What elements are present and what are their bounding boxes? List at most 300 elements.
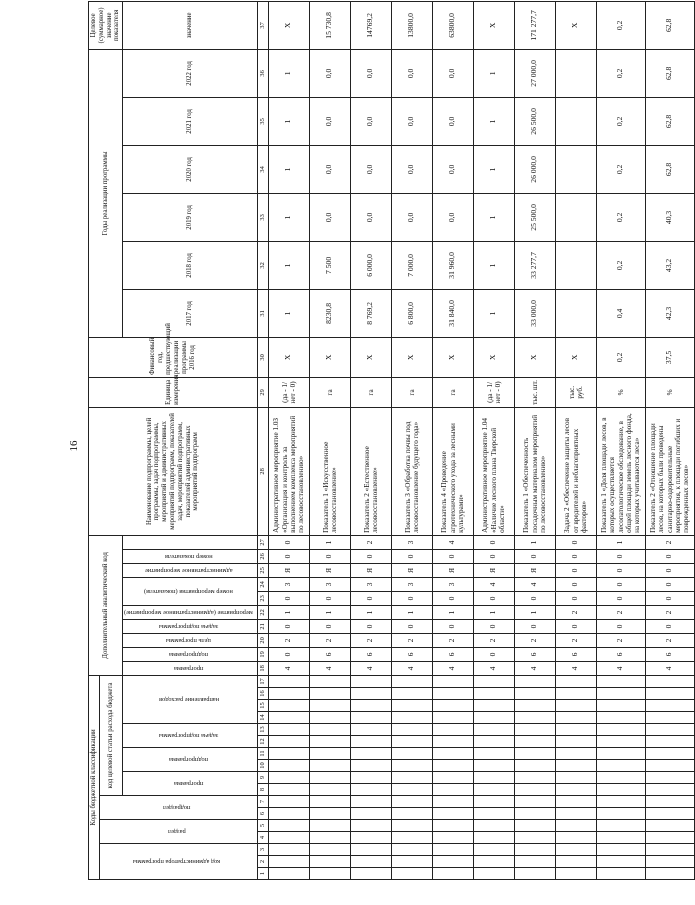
extra-code-header-blank xyxy=(123,535,258,549)
year-header: 2019 год xyxy=(123,193,258,241)
row-name-cell: Показатель 2 «Естественное лесовосстановление» xyxy=(350,407,391,535)
row-name-cell: Показатель 4 «Проведение агротехнического ухода за лесными культурами» xyxy=(432,407,473,535)
years-group-header: Годы реализации программы xyxy=(89,49,123,337)
year-value-cell: 0,0 xyxy=(309,145,350,193)
year-value-cell: 42,3 xyxy=(645,289,694,337)
extra-code-cell: 2 xyxy=(268,633,309,647)
extra-code-cell: 0 xyxy=(473,619,514,633)
column-index: 12 xyxy=(257,736,268,748)
budget-code-cell xyxy=(432,844,473,856)
year-value-cell: 0,0 xyxy=(309,49,350,97)
row-name-cell: Показатель 2 «Отношение площади лесов, на которых были проведены санитарно-оздоровительные мероприятия, к площади погибших и поврежденных лесов» xyxy=(645,407,694,535)
budget-code-cell xyxy=(432,700,473,712)
year-value-cell: 31 840,0 xyxy=(432,289,473,337)
year-value-cell: 27 000,0 xyxy=(514,49,555,97)
year-value-cell xyxy=(555,241,596,289)
budget-code-cell xyxy=(309,856,350,868)
budget-code-cell xyxy=(473,748,514,760)
budget-code-cell xyxy=(391,832,432,844)
budget-code-cell xyxy=(645,784,694,796)
budget-code-cell xyxy=(596,700,645,712)
table-row xyxy=(555,1,596,879)
year-value-cell: 0,4 xyxy=(596,289,645,337)
extra-code-cell: 0 xyxy=(473,647,514,661)
extra-code-cell: 4 xyxy=(514,661,555,675)
extra-code-cell: 6 xyxy=(432,647,473,661)
column-index: 17 xyxy=(257,675,268,687)
budget-code-cell xyxy=(350,808,391,820)
indicator-table xyxy=(88,1,695,880)
budget-code-cell xyxy=(514,868,555,880)
extra-code-cell: 0 xyxy=(391,549,432,563)
extra-code-cell: 0 xyxy=(432,619,473,633)
budget-code-cell xyxy=(350,688,391,700)
base-year-cell: X xyxy=(391,337,432,377)
budget-code-cell xyxy=(391,820,432,832)
budget-code-cell xyxy=(309,748,350,760)
budget-code-cell xyxy=(645,748,694,760)
extra-code-cell: 0 xyxy=(391,619,432,633)
budget-code-cell xyxy=(473,736,514,748)
year-value-cell: 62,8 xyxy=(645,145,694,193)
extra-code-header: номер мероприятия (показателя) xyxy=(123,577,258,605)
column-index: 21 xyxy=(257,619,268,633)
budget-code-cell xyxy=(268,808,309,820)
column-index: 19 xyxy=(257,647,268,661)
budget-code-cell xyxy=(309,772,350,784)
budget-code-cell xyxy=(432,808,473,820)
column-index: 35 xyxy=(257,97,268,145)
extra-code-cell: 2 xyxy=(473,633,514,647)
budget-code-cell xyxy=(596,748,645,760)
budget-code-cell xyxy=(350,700,391,712)
budget-code-cell xyxy=(645,712,694,724)
extra-code-cell: 0 xyxy=(514,549,555,563)
extra-code-cell: 2 xyxy=(596,633,645,647)
budget-code-cell xyxy=(596,856,645,868)
year-value-cell: 7 000,0 xyxy=(391,241,432,289)
budget-code-cell xyxy=(268,796,309,808)
extra-code-header: программа xyxy=(123,661,258,675)
year-value-cell: 62,8 xyxy=(645,49,694,97)
target-value-cell: 15 730,8 xyxy=(309,1,350,49)
year-value-cell: 8 769,2 xyxy=(350,289,391,337)
extra-code-cell: 2 xyxy=(514,633,555,647)
year-value-cell: 1 xyxy=(473,289,514,337)
unit-cell: га xyxy=(350,377,391,407)
extra-code-cell: 2 xyxy=(645,535,694,549)
table-row xyxy=(432,1,473,879)
extra-code-cell: 0 xyxy=(596,591,645,605)
budget-code-cell xyxy=(268,675,309,687)
budget-code-cell xyxy=(391,760,432,772)
budget-code-cell xyxy=(391,724,432,736)
extra-code-cell: 0 xyxy=(514,619,555,633)
extra-code-cell: 0 xyxy=(350,591,391,605)
budget-code-cell xyxy=(350,760,391,772)
budget-code-cell xyxy=(391,868,432,880)
budget-code-cell xyxy=(268,856,309,868)
budget-code-cell xyxy=(514,784,555,796)
year-value-cell: 43,2 xyxy=(645,241,694,289)
budget-code-cell xyxy=(645,832,694,844)
budget-code-cell xyxy=(555,856,596,868)
name-column-header: Наименование подпрограммы, целей программы, задач подпрограммы, мероприятий и административных мероприятий подпрограмм, показателей задач, мероприятий подпрограмм, показателей административных мероприятий подпрограмм xyxy=(89,407,258,535)
extra-code-cell: 1 xyxy=(514,535,555,549)
extra-code-cell: 0 xyxy=(432,549,473,563)
budget-code-cell xyxy=(268,760,309,772)
column-index: 4 xyxy=(257,832,268,844)
extra-code-cell: 2 xyxy=(350,633,391,647)
extra-code-cell: 0 xyxy=(596,619,645,633)
budget-code-cell xyxy=(473,820,514,832)
column-index: 37 xyxy=(257,1,268,49)
extra-code-cell: 3 xyxy=(391,535,432,549)
budget-code-cell xyxy=(432,868,473,880)
year-value-cell: 1 xyxy=(473,49,514,97)
column-index: 16 xyxy=(257,688,268,700)
budget-code-cell xyxy=(596,832,645,844)
budget-code-cell xyxy=(432,832,473,844)
budget-code-cell xyxy=(514,820,555,832)
budget-code-cell xyxy=(432,675,473,687)
budget-code-cell xyxy=(514,712,555,724)
column-index: 13 xyxy=(257,724,268,736)
column-index: 14 xyxy=(257,712,268,724)
budget-code-cell xyxy=(555,736,596,748)
subsection-code-header: подраздел xyxy=(99,796,257,820)
table-row xyxy=(391,1,432,879)
budget-code-cell xyxy=(268,712,309,724)
budget-code-cell xyxy=(391,808,432,820)
budget-code-cell xyxy=(473,772,514,784)
extra-code-cell: 4 xyxy=(473,577,514,591)
year-header: 2018 год xyxy=(123,241,258,289)
budget-code-cell xyxy=(645,724,694,736)
page-number: 16 xyxy=(68,440,80,452)
extra-code-cell: 0 xyxy=(555,619,596,633)
year-value-cell: 1 xyxy=(473,145,514,193)
budget-code-cell xyxy=(596,784,645,796)
target-value-header: значение xyxy=(123,1,258,49)
extra-code-cell: 4 xyxy=(596,661,645,675)
unit-cell: тыс. шт. xyxy=(514,377,555,407)
budget-code-cell xyxy=(514,772,555,784)
budget-code-cell xyxy=(514,748,555,760)
budget-code-cell xyxy=(473,808,514,820)
column-index: 26 xyxy=(257,549,268,563)
budget-code-cell xyxy=(268,784,309,796)
budget-code-cell xyxy=(350,675,391,687)
column-index: 7 xyxy=(257,796,268,808)
budget-code-cell xyxy=(268,832,309,844)
budget-code-cell xyxy=(596,844,645,856)
year-value-cell: 1 xyxy=(268,241,309,289)
year-header: 2022 год xyxy=(123,49,258,97)
column-index: 32 xyxy=(257,241,268,289)
extra-code-cell: 1 xyxy=(309,535,350,549)
year-value-cell: 1 xyxy=(268,193,309,241)
budget-code-cell xyxy=(391,796,432,808)
unit-cell: (да - 1/ нет - 0) xyxy=(268,377,309,407)
budget-code-cell xyxy=(596,736,645,748)
budget-code-cell xyxy=(432,688,473,700)
admin-code-header: код администратора программы xyxy=(99,844,257,880)
budget-code-cell xyxy=(473,724,514,736)
extra-code-cell: Я xyxy=(268,563,309,577)
year-value-cell: 0,0 xyxy=(432,193,473,241)
budget-code-cell xyxy=(268,724,309,736)
row-name-cell: Показатель 1 «Обеспеченность посадочным материалом мероприятий по лесовосстановлению» xyxy=(514,407,555,535)
base-year-cell: X xyxy=(555,337,596,377)
extra-code-cell: 0 xyxy=(309,549,350,563)
extra-code-cell: 0 xyxy=(596,577,645,591)
extra-code-cell: 0 xyxy=(268,647,309,661)
column-index: 10 xyxy=(257,760,268,772)
table-row xyxy=(350,1,391,879)
budget-code-cell xyxy=(473,712,514,724)
extra-code-cell: Я xyxy=(350,563,391,577)
column-index: 34 xyxy=(257,145,268,193)
column-index: 22 xyxy=(257,605,268,619)
extra-code-cell: 0 xyxy=(309,619,350,633)
budget-code-cell xyxy=(391,736,432,748)
year-value-cell: 0,2 xyxy=(596,145,645,193)
extra-code-cell: 0 xyxy=(268,535,309,549)
budget-code-cell xyxy=(432,784,473,796)
budget-code-cell xyxy=(391,856,432,868)
extra-code-cell: 1 xyxy=(268,605,309,619)
extra-code-cell: 2 xyxy=(309,633,350,647)
budget-code-cell xyxy=(473,688,514,700)
extra-code-cell: 2 xyxy=(645,605,694,619)
extra-code-cell: 4 xyxy=(555,661,596,675)
budget-code-cell xyxy=(391,844,432,856)
budget-code-cell xyxy=(268,736,309,748)
extra-code-cell: 0 xyxy=(268,591,309,605)
year-value-cell: 0,0 xyxy=(391,97,432,145)
year-value-cell: 33 000,0 xyxy=(514,289,555,337)
extra-code-header: цель программы xyxy=(123,633,258,647)
extra-code-cell: Я xyxy=(473,563,514,577)
year-value-cell xyxy=(555,145,596,193)
budget-code-cell xyxy=(309,760,350,772)
budget-code-cell xyxy=(514,675,555,687)
budget-code-cell xyxy=(555,784,596,796)
row-name-cell: Показатель 3 «Обработка почвы под лесовосстановление будущего года» xyxy=(391,407,432,535)
budget-code-cell xyxy=(391,772,432,784)
extra-code-cell: 2 xyxy=(391,633,432,647)
column-index: 28 xyxy=(257,407,268,535)
budget-code-cell xyxy=(391,688,432,700)
year-value-cell: 1 xyxy=(268,145,309,193)
extra-code-header: номер показателя xyxy=(123,549,258,563)
budget-code-cell xyxy=(473,856,514,868)
extra-code-cell: Я xyxy=(514,563,555,577)
budget-code-cell xyxy=(350,868,391,880)
extra-code-cell: 0 xyxy=(391,591,432,605)
extra-code-cell: 0 xyxy=(555,591,596,605)
csr-group-header: код целевой статьи расхода бюджета xyxy=(99,675,122,795)
extra-code-cell: 3 xyxy=(432,577,473,591)
budget-code-cell xyxy=(432,724,473,736)
budget-code-cell xyxy=(350,784,391,796)
target-value-cell: 14769,2 xyxy=(350,1,391,49)
year-value-cell: 0,0 xyxy=(350,49,391,97)
year-header: 2017 год xyxy=(123,289,258,337)
column-index: 3 xyxy=(257,844,268,856)
budget-code-cell xyxy=(596,868,645,880)
extra-code-group-header: Дополнительный аналитический код xyxy=(89,535,123,675)
budget-code-cell xyxy=(645,856,694,868)
target-value-cell: X xyxy=(555,1,596,49)
extra-code-cell: 4 xyxy=(645,661,694,675)
budget-code-cell xyxy=(473,796,514,808)
budget-code-cell xyxy=(350,820,391,832)
extra-code-cell: Я xyxy=(432,563,473,577)
budget-code-cell xyxy=(596,760,645,772)
budget-code-cell xyxy=(268,844,309,856)
budget-code-cell xyxy=(309,724,350,736)
year-value-cell: 0,2 xyxy=(596,241,645,289)
extra-code-cell: Я xyxy=(391,563,432,577)
budget-code-cell xyxy=(514,856,555,868)
extra-code-cell: 3 xyxy=(309,577,350,591)
extra-code-cell: 0 xyxy=(596,549,645,563)
extra-code-cell: 0 xyxy=(350,549,391,563)
extra-code-cell: 6 xyxy=(514,647,555,661)
rotated-table-container xyxy=(88,7,691,880)
column-index: 20 xyxy=(257,633,268,647)
base-year-cell: 37,5 xyxy=(645,337,694,377)
budget-code-cell xyxy=(350,772,391,784)
budget-code-cell xyxy=(473,784,514,796)
column-index: 2 xyxy=(257,856,268,868)
budget-code-cell xyxy=(514,808,555,820)
column-index: 6 xyxy=(257,808,268,820)
year-header: 2021 год xyxy=(123,97,258,145)
budget-code-cell xyxy=(473,700,514,712)
unit-cell: га xyxy=(391,377,432,407)
extra-code-cell: 0 xyxy=(309,591,350,605)
budget-code-cell xyxy=(473,675,514,687)
year-value-cell: 31 960,0 xyxy=(432,241,473,289)
budget-code-cell xyxy=(268,748,309,760)
row-name-cell: Показатель 1 «Искусственное лесовосстановление» xyxy=(309,407,350,535)
year-value-cell: 0,0 xyxy=(432,49,473,97)
extra-code-cell: 2 xyxy=(350,535,391,549)
base-year-cell: X xyxy=(268,337,309,377)
year-value-cell: 0,0 xyxy=(309,97,350,145)
budget-code-cell xyxy=(555,808,596,820)
budget-code-cell xyxy=(309,832,350,844)
year-value-cell: 0,0 xyxy=(391,145,432,193)
csr-task-header: задача подпрограммы xyxy=(123,724,258,748)
extra-code-cell: 0 xyxy=(596,563,645,577)
extra-code-cell: 3 xyxy=(350,577,391,591)
budget-code-cell xyxy=(432,712,473,724)
budget-code-cell xyxy=(596,820,645,832)
budget-code-cell xyxy=(350,724,391,736)
extra-code-cell: 0 xyxy=(645,563,694,577)
budget-code-cell xyxy=(309,796,350,808)
budget-code-cell xyxy=(596,808,645,820)
budget-code-cell xyxy=(432,820,473,832)
budget-code-cell xyxy=(555,712,596,724)
budget-code-cell xyxy=(309,675,350,687)
budget-code-cell xyxy=(645,772,694,784)
year-value-cell xyxy=(555,49,596,97)
column-index: 5 xyxy=(257,820,268,832)
table-row xyxy=(268,1,309,879)
budget-code-cell xyxy=(309,736,350,748)
year-header: 2020 год xyxy=(123,145,258,193)
year-value-cell: 25 500,0 xyxy=(514,193,555,241)
extra-code-cell: 2 xyxy=(645,633,694,647)
year-value-cell: 1 xyxy=(473,241,514,289)
extra-code-cell: 0 xyxy=(473,535,514,549)
year-value-cell: 1 xyxy=(268,97,309,145)
extra-code-cell: 6 xyxy=(555,647,596,661)
extra-code-cell: 4 xyxy=(391,661,432,675)
year-value-cell: 0,2 xyxy=(596,49,645,97)
row-name-cell: Административное мероприятие 1.04 «Наличие лесного плана Тверской области» xyxy=(473,407,514,535)
budget-code-cell xyxy=(645,820,694,832)
budget-code-cell xyxy=(645,844,694,856)
budget-code-cell xyxy=(514,736,555,748)
extra-code-cell: 0 xyxy=(645,619,694,633)
column-index: 36 xyxy=(257,49,268,97)
budget-code-cell xyxy=(309,844,350,856)
budget-code-cell xyxy=(268,688,309,700)
extra-code-cell: 2 xyxy=(596,605,645,619)
budget-code-cell xyxy=(645,675,694,687)
unit-cell: % xyxy=(645,377,694,407)
year-value-cell: 26 500,0 xyxy=(514,97,555,145)
extra-code-cell: 4 xyxy=(432,661,473,675)
budget-code-cell xyxy=(555,748,596,760)
extra-code-cell: 2 xyxy=(555,605,596,619)
budget-code-cell xyxy=(596,724,645,736)
budget-code-cell xyxy=(555,760,596,772)
budget-code-cell xyxy=(555,724,596,736)
year-value-cell: 0,0 xyxy=(432,97,473,145)
budget-code-cell xyxy=(514,796,555,808)
budget-code-cell xyxy=(309,820,350,832)
extra-code-cell: Я xyxy=(309,563,350,577)
year-value-cell: 0,2 xyxy=(596,97,645,145)
target-value-cell: 62,8 xyxy=(645,1,694,49)
year-value-cell: 40,3 xyxy=(645,193,694,241)
budget-code-cell xyxy=(350,736,391,748)
extra-code-header: подпрограмма xyxy=(123,647,258,661)
budget-code-cell xyxy=(596,688,645,700)
column-index: 31 xyxy=(257,289,268,337)
year-value-cell: 0,0 xyxy=(350,145,391,193)
budget-code-cell xyxy=(555,688,596,700)
extra-code-cell: 0 xyxy=(645,549,694,563)
year-value-cell: 0,0 xyxy=(432,145,473,193)
table-row xyxy=(645,1,694,879)
extra-code-cell: 4 xyxy=(350,661,391,675)
budget-code-cell xyxy=(432,796,473,808)
budget-code-cell xyxy=(645,760,694,772)
budget-code-cell xyxy=(596,712,645,724)
year-value-cell: 0,0 xyxy=(309,193,350,241)
budget-code-cell xyxy=(514,724,555,736)
base-year-cell: 0,2 xyxy=(596,337,645,377)
target-value-cell: X xyxy=(473,1,514,49)
